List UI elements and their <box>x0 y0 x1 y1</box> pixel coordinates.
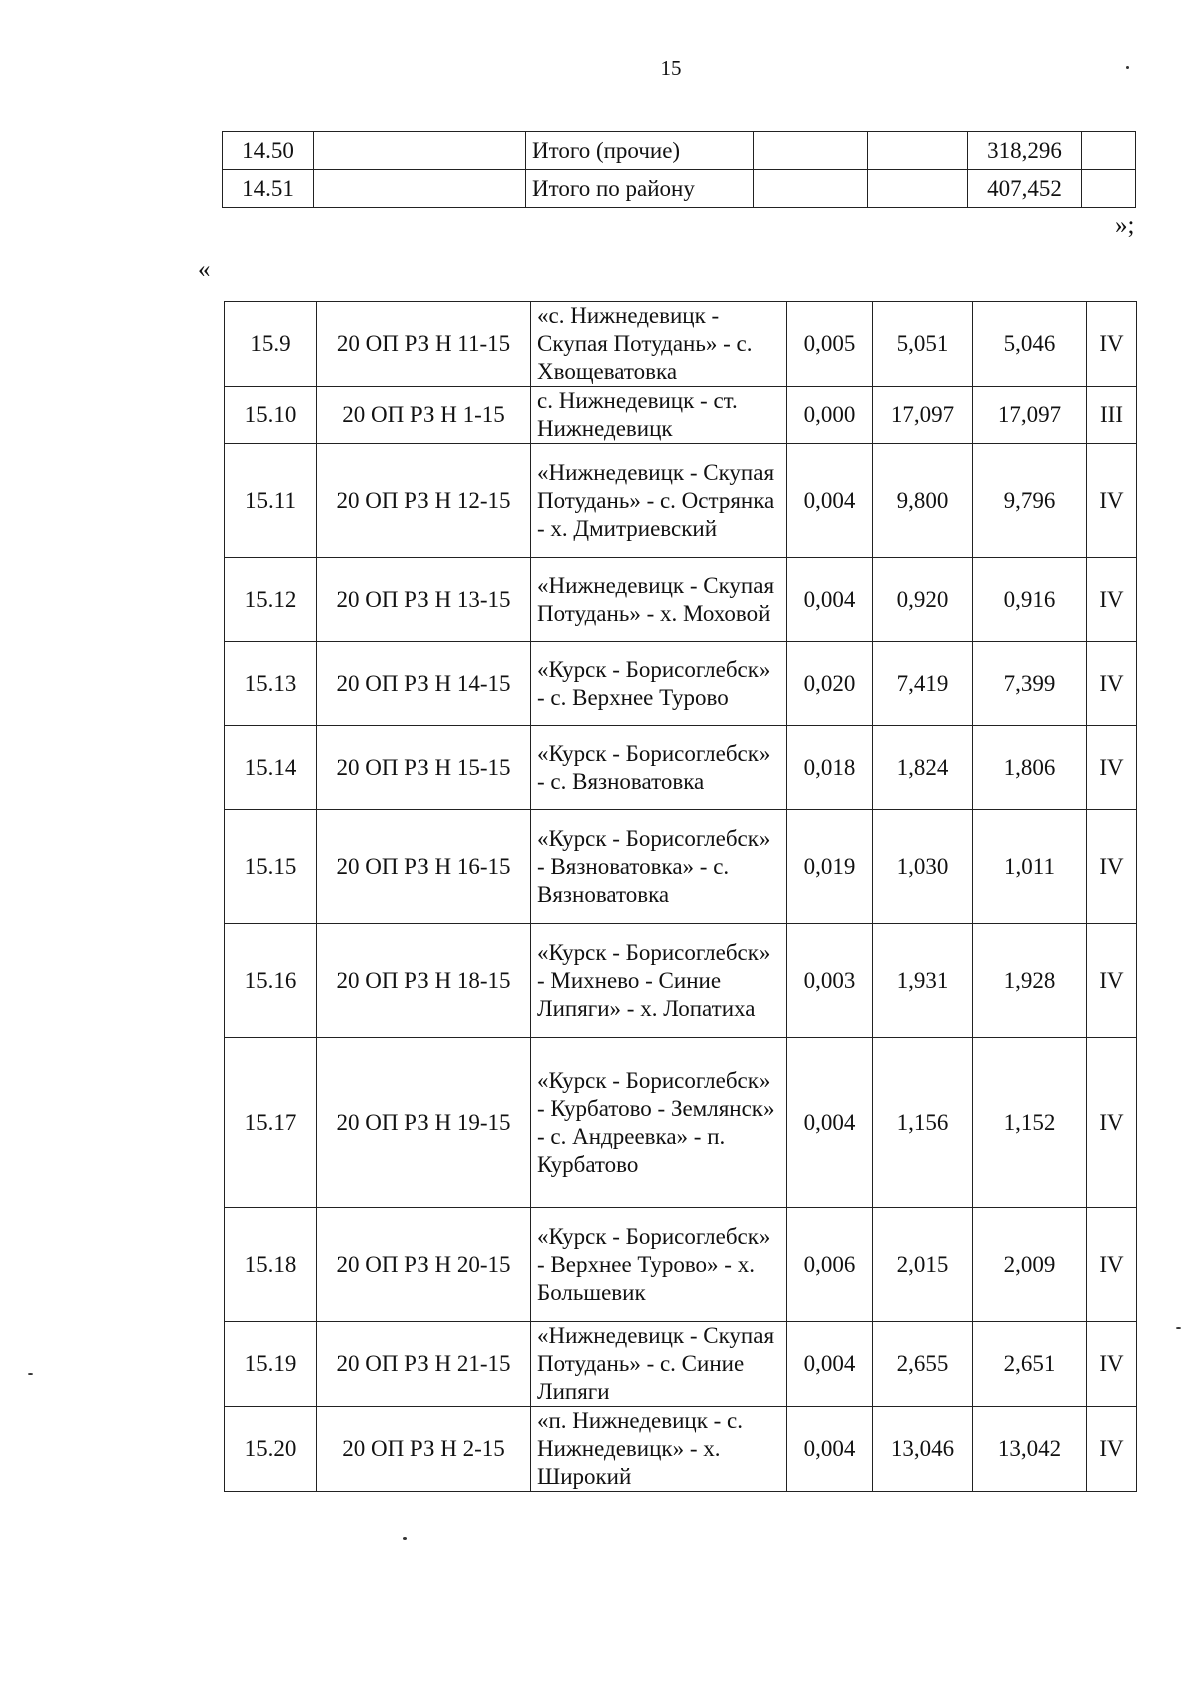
value-3: 7,399 <box>973 642 1087 726</box>
table-row <box>225 924 1137 1038</box>
road-name: «Курск - Борисоглебск» - Верхнее Турово» - х. Большевик <box>531 1208 787 1322</box>
value-3: 1,806 <box>973 726 1087 810</box>
value-3: 2,651 <box>973 1322 1087 1407</box>
road-code: 20 ОП РЗ Н 11-15 <box>317 302 531 387</box>
row-number: 15.12 <box>225 558 317 642</box>
value-2: 9,800 <box>873 444 973 558</box>
category: IV <box>1087 1038 1137 1208</box>
value-1: 0,005 <box>787 302 873 387</box>
road-code: 20 ОП РЗ Н 14-15 <box>317 642 531 726</box>
category: IV <box>1087 1208 1137 1322</box>
value-2: 1,030 <box>873 810 973 924</box>
road-code: 20 ОП РЗ Н 16-15 <box>317 810 531 924</box>
value-3: 318,296 <box>968 132 1082 170</box>
value-2 <box>868 170 968 208</box>
row-number: 15.13 <box>225 642 317 726</box>
table-row <box>225 558 1137 642</box>
category: IV <box>1087 810 1137 924</box>
road-code: 20 ОП РЗ Н 2-15 <box>317 1407 531 1492</box>
category: IV <box>1087 1407 1137 1492</box>
roads-table <box>224 301 1137 1492</box>
category: IV <box>1087 558 1137 642</box>
table-row <box>225 1208 1137 1322</box>
opening-quote: « <box>198 256 211 283</box>
scan-speck <box>403 1537 407 1540</box>
scan-speck <box>28 1373 33 1375</box>
value-2: 13,046 <box>873 1407 973 1492</box>
value-1: 0,004 <box>787 558 873 642</box>
road-name: «Нижнедевицк - Скупая Потудань» - с. Острянка - х. Дмитриевский <box>531 444 787 558</box>
value-3: 1,152 <box>973 1038 1087 1208</box>
value-1: 0,020 <box>787 642 873 726</box>
road-name: «Нижнедевицк - Скупая Потудань» - с. Синие Липяги <box>531 1322 787 1407</box>
value-2: 2,015 <box>873 1208 973 1322</box>
row-number: 15.11 <box>225 444 317 558</box>
road-name: «Курск - Борисоглебск» - Курбатово - Землянск» - с. Андреевка» - п. Курбатово <box>531 1038 787 1208</box>
row-number: 15.10 <box>225 387 317 444</box>
value-3: 5,046 <box>973 302 1087 387</box>
category: III <box>1087 387 1137 444</box>
scan-speck <box>1176 1327 1181 1329</box>
value-3: 2,009 <box>973 1208 1087 1322</box>
road-name: Итого по району <box>526 170 754 208</box>
value-1: 0,004 <box>787 1038 873 1208</box>
table-row <box>225 387 1137 444</box>
table-row <box>225 642 1137 726</box>
value-2: 7,419 <box>873 642 973 726</box>
value-2: 2,655 <box>873 1322 973 1407</box>
table-row <box>225 810 1137 924</box>
table-row <box>225 302 1137 387</box>
road-code <box>314 132 526 170</box>
road-name: «п. Нижнедевицк - с. Нижнедевицк» - х. Широкий <box>531 1407 787 1492</box>
road-name: «Курск - Борисоглебск» - с. Верхнее Турово <box>531 642 787 726</box>
value-1: 0,003 <box>787 924 873 1038</box>
road-code: 20 ОП РЗ Н 13-15 <box>317 558 531 642</box>
road-code: 20 ОП РЗ Н 19-15 <box>317 1038 531 1208</box>
table-row <box>225 726 1137 810</box>
category: IV <box>1087 1322 1137 1407</box>
value-1: 0,000 <box>787 387 873 444</box>
value-2 <box>868 132 968 170</box>
category: IV <box>1087 444 1137 558</box>
row-number: 14.51 <box>223 170 314 208</box>
table-row <box>225 1322 1137 1407</box>
road-name: «Нижнедевицк - Скупая Потудань» - х. Моховой <box>531 558 787 642</box>
table-row <box>225 1038 1137 1208</box>
page-number: 15 <box>660 56 682 80</box>
value-2: 0,920 <box>873 558 973 642</box>
table-row <box>223 132 1136 170</box>
value-3: 17,097 <box>973 387 1087 444</box>
road-name: с. Нижнедевицк - ст. Нижнедевицк <box>531 387 787 444</box>
row-number: 15.15 <box>225 810 317 924</box>
road-code <box>314 170 526 208</box>
value-3: 0,916 <box>973 558 1087 642</box>
value-3: 1,928 <box>973 924 1087 1038</box>
row-number: 14.50 <box>223 132 314 170</box>
category <box>1082 132 1136 170</box>
value-1 <box>754 170 868 208</box>
road-code: 20 ОП РЗ Н 15-15 <box>317 726 531 810</box>
table-row <box>225 444 1137 558</box>
value-2: 1,931 <box>873 924 973 1038</box>
row-number: 15.20 <box>225 1407 317 1492</box>
category <box>1082 170 1136 208</box>
value-1: 0,006 <box>787 1208 873 1322</box>
value-3: 9,796 <box>973 444 1087 558</box>
road-name: Итого (прочие) <box>526 132 754 170</box>
row-number: 15.19 <box>225 1322 317 1407</box>
value-1: 0,019 <box>787 810 873 924</box>
value-2: 5,051 <box>873 302 973 387</box>
row-number: 15.18 <box>225 1208 317 1322</box>
road-name: «Курск - Борисоглебск» - Михнево - Синие Липяги» - х. Лопатиха <box>531 924 787 1038</box>
value-2: 17,097 <box>873 387 973 444</box>
table-row <box>225 1407 1137 1492</box>
road-code: 20 ОП РЗ Н 18-15 <box>317 924 531 1038</box>
value-1: 0,004 <box>787 1322 873 1407</box>
road-code: 20 ОП РЗ Н 12-15 <box>317 444 531 558</box>
row-number: 15.16 <box>225 924 317 1038</box>
row-number: 15.17 <box>225 1038 317 1208</box>
road-name: «Курск - Борисоглебск» - Вязноватовка» - с. Вязноватовка <box>531 810 787 924</box>
row-number: 15.14 <box>225 726 317 810</box>
value-1: 0,018 <box>787 726 873 810</box>
summary-table <box>222 131 1136 208</box>
value-3: 407,452 <box>968 170 1082 208</box>
road-code: 20 ОП РЗ Н 21-15 <box>317 1322 531 1407</box>
value-2: 1,824 <box>873 726 973 810</box>
value-1: 0,004 <box>787 1407 873 1492</box>
value-1: 0,004 <box>787 444 873 558</box>
value-3: 1,011 <box>973 810 1087 924</box>
category: IV <box>1087 726 1137 810</box>
value-3: 13,042 <box>973 1407 1087 1492</box>
value-2: 1,156 <box>873 1038 973 1208</box>
category: IV <box>1087 302 1137 387</box>
road-code: 20 ОП РЗ Н 1-15 <box>317 387 531 444</box>
road-code: 20 ОП РЗ Н 20-15 <box>317 1208 531 1322</box>
row-number: 15.9 <box>225 302 317 387</box>
category: IV <box>1087 642 1137 726</box>
category: IV <box>1087 924 1137 1038</box>
value-1 <box>754 132 868 170</box>
road-name: «с. Нижнедевицк - Скупая Потудань» - с. Хвощеватовка <box>531 302 787 387</box>
scan-speck <box>1126 66 1129 69</box>
table-row <box>223 170 1136 208</box>
closing-quote: »; <box>1115 212 1135 239</box>
road-name: «Курск - Борисоглебск» - с. Вязноватовка <box>531 726 787 810</box>
